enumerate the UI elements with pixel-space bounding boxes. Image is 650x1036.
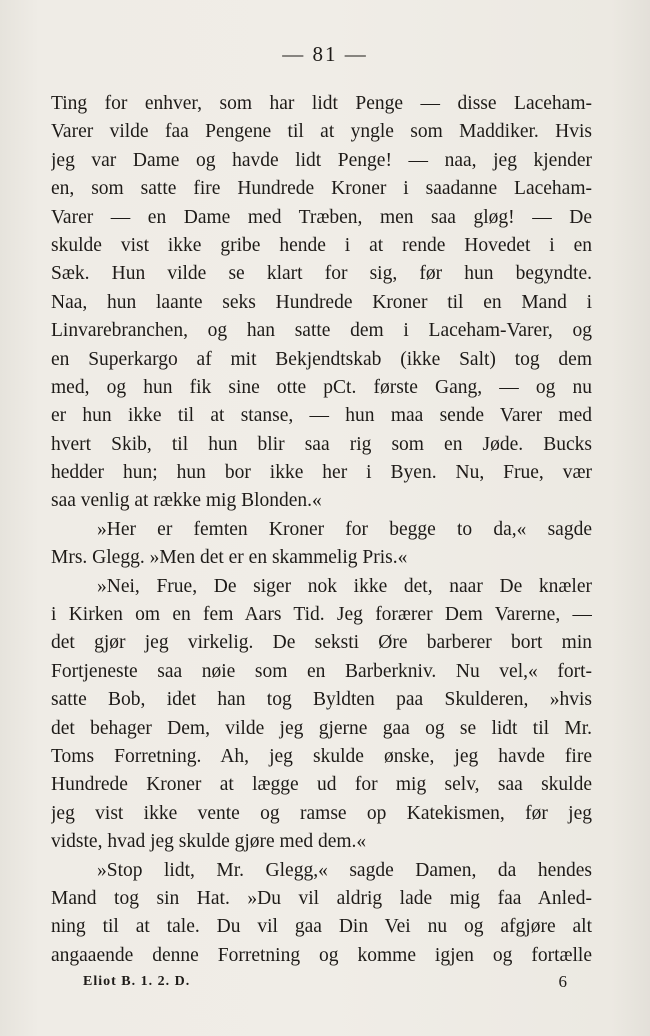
text-line: saa venlig at række mig Blonden.« [51, 490, 322, 512]
text-line: Linvarebranchen, og han satte dem i Laceham-Varer, og [51, 320, 592, 342]
text-line: det gjør jeg virkelig. De seksti Øre barberer bort min [51, 632, 592, 654]
page-number: — 81 — [282, 42, 368, 66]
text-line: »Stop lidt, Mr. Glegg,« sagde Damen, da hendes [97, 859, 592, 881]
page-footer [83, 974, 568, 996]
text-line: Hundrede Kroner at lægge ud for mig selv, saa skulde [51, 774, 592, 796]
text-line: »Nei, Frue, De siger nok ikke det, naar De knæler [97, 575, 592, 597]
text-line: med, og hun fik sine otte pCt. første Gang, — og nu [51, 376, 592, 398]
text-line: en, som satte fire Hundrede Kroner i saadanne Laceham- [51, 178, 592, 200]
text-line: Varer — en Dame med Træben, men saa gløg! — De [51, 206, 592, 228]
text-line: ning til at tale. Du vil gaa Din Vei nu og afgjøre alt [51, 916, 592, 938]
gathering-mark: 6 [558, 972, 568, 991]
text-line: er hun ikke til at stanse, — hun maa sende Varer med [51, 405, 592, 427]
text-line: en Superkargo af mit Bekjendtskab (ikke Salt) tog dem [51, 348, 592, 370]
text-line: skulde vist ikke gribe hende i at rende Hovedet i en [51, 234, 592, 256]
text-line: angaaende denne Forretning og komme igjen og fortælle [51, 944, 592, 966]
text-line: Varer vilde faa Pengene til at yngle som Maddiker. Hvis [51, 121, 592, 143]
text-line: jeg vist ikke vente og ramse op Katekismen, før jeg [51, 802, 592, 824]
text-line: Mrs. Glegg. »Men det er en skammelig Pris.« [51, 547, 408, 569]
text-line: vidste, hvad jeg skulde gjøre med dem.« [51, 831, 367, 853]
printer-signature: Eliot B. 1. 2. D. [83, 974, 191, 989]
text-line: satte Bob, idet han tog Byldten paa Skulderen, »hvis [51, 689, 592, 711]
text-line: »Her er femten Kroner for begge to da,« sagde [97, 518, 592, 540]
text-line: Mand tog sin Hat. »Du vil aldrig lade mig faa Anled- [51, 887, 592, 909]
body-text [51, 90, 592, 970]
text-line: hvert Skib, til hun blir saa rig som en Jøde. Bucks [51, 433, 592, 455]
text-line: det behager Dem, vilde jeg gjerne gaa og se lidt til Mr. [51, 717, 592, 739]
text-line: Ting for enhver, som har lidt Penge — disse Laceham- [51, 93, 592, 114]
text-line: Naa, hun laante seks Hundrede Kroner til en Mand i [51, 291, 592, 313]
text-line: hedder hun; hun bor ikke her i Byen. Nu, Frue, vær [51, 462, 592, 484]
text-line: jeg var Dame og havde lidt Penge! — naa, jeg kjender [51, 149, 592, 171]
text-line: i Kirken om en fem Aars Tid. Jeg forærer Dem Varerne, — [51, 604, 592, 626]
text-line: Toms Forretning. Ah, jeg skulde ønske, jeg havde fire [51, 745, 592, 767]
text-line: Fortjeneste saa nøie som en Barberkniv. Nu vel,« fort- [51, 660, 592, 682]
text-line: Sæk. Hun vilde se klart for sig, før hun begyndte. [51, 263, 592, 285]
